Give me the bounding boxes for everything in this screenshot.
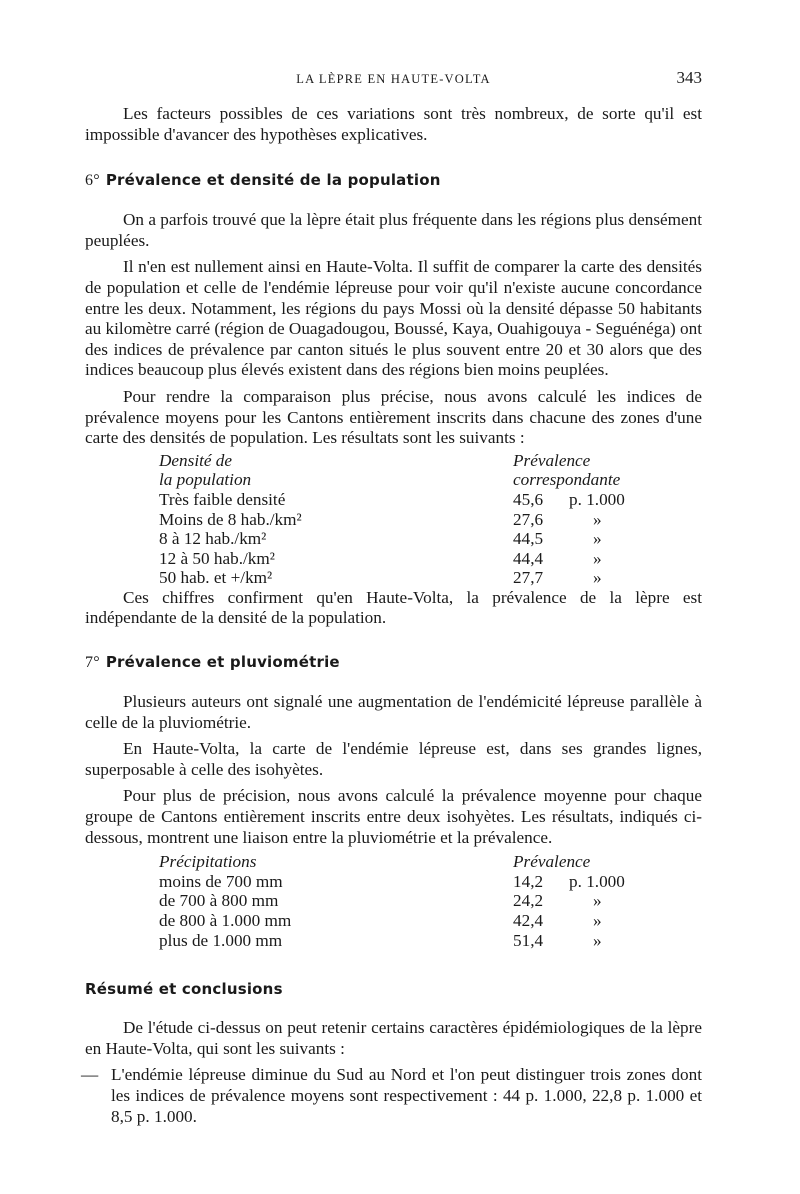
density-label: 8 à 12 hab./km² [159, 529, 267, 549]
prevalence-suffix: » [593, 930, 602, 950]
precipitation-label: plus de 1.000 mm [159, 930, 283, 950]
prevalence-value: 44,4 [513, 548, 544, 568]
density-label: Très faible densité [159, 489, 286, 509]
precipitation-label: de 700 à 800 mm [159, 891, 279, 911]
precipitation-label: moins de 700 mm [159, 871, 283, 891]
page-number: 343 [676, 68, 702, 87]
summary-intro: De l'étude ci-dessus on peut retenir certains caractères épidémiologiques de la lèpre en Haute-Volta, qui sont les suivants : [85, 1018, 702, 1058]
prevalence-suffix: p. 1.000 [569, 871, 625, 891]
prevalence-suffix: » [593, 568, 602, 588]
summary-item-text: L'endémie lépreuse diminue du Sud au Nord et l'on peut distinguer trois zones dont les indices de prévalence moyens sont respectivement : 44 p. 1.000, 22,8 p. 1.000 et 8,5 p. 1.000. [111, 1065, 702, 1126]
table-header-row [159, 451, 625, 471]
section-7-number: 7° [85, 654, 100, 672]
section-6-paragraph: Pour rendre la comparaison plus précise, nous avons calculé les indices de prévalence moyens pour les Cantons entièrement inscrits dans chacune des zones d'une carte des densités de population. Les résultats sont les suivants : [85, 386, 702, 448]
table-row [159, 872, 625, 892]
section-7-heading [85, 653, 702, 672]
prevalence-value: 24,2 [513, 891, 544, 911]
prevalence-suffix: » [593, 548, 602, 568]
section-6-number: 6° [85, 172, 100, 190]
running-header [85, 60, 702, 90]
table-row [159, 911, 625, 931]
running-title: LA LÈPRE EN HAUTE-VOLTA [296, 72, 491, 86]
prevalence-suffix: p. 1.000 [569, 489, 625, 509]
intro-paragraph: Les facteurs possibles de ces variations sont très nombreux, de sorte qu'il est impossible d'avancer des hypothèses explicatives. [85, 104, 702, 144]
prevalence-suffix: » [593, 529, 602, 549]
section-6-paragraph: Il n'en est nullement ainsi en Haute-Volta. Il suffit de comparer la carte des densités de population et celle de l'endémie lépreuse pour voir qu'il n'existe aucune concordance entre les deux. Notamment, les régions du pays Mossi où la densité dépasse 50 habitants au kilomètre carré (région de Ouagadougou, Boussé, Kaya, Ouahigouya - Seguénéga) ont des indices de prévalence par canton situés le plus souvent entre 20 et 30 alors que des indices beaucoup plus élevés existent dans des régions bien moins peuplées. [85, 257, 702, 380]
prevalence-header-line1: Prévalence [513, 450, 591, 470]
prevalence-value: 14,2 [513, 871, 544, 891]
density-label: Moins de 8 hab./km² [159, 509, 302, 529]
rainfall-table [159, 852, 625, 950]
table-row [159, 931, 625, 951]
density-label: 50 hab. et +/km² [159, 568, 273, 588]
table-row [159, 891, 625, 911]
precipitation-label: de 800 à 1.000 mm [159, 911, 292, 930]
section-7-title: Prévalence et pluviométrie [105, 653, 340, 672]
table-header-row [159, 470, 625, 490]
prevalence-value: 27,7 [513, 568, 544, 588]
prevalence-header: Prévalence [513, 852, 591, 872]
section-7-paragraph: En Haute-Volta, la carte de l'endémie lépreuse est, dans ses grandes lignes, superposable à celle des isohyètes. [85, 739, 702, 779]
table-row [159, 510, 625, 530]
prevalence-value: 44,5 [513, 529, 544, 549]
section-6-paragraph: On a parfois trouvé que la lèpre était plus fréquente dans les régions plus densément peuplées. [85, 210, 702, 250]
prevalence-value: 45,6 [513, 489, 544, 509]
density-table [159, 451, 625, 588]
density-header-line2: la population [159, 470, 252, 490]
section-6-title: Prévalence et densité de la population [105, 171, 441, 190]
section-7-paragraph: Pour plus de précision, nous avons calculé la prévalence moyenne pour chaque groupe de Cantons entièrement inscrits entre deux isohyètes. Les résultats, indiqués ci-dessous, montrent une liaison entre la pluviométrie et la prévalence. [85, 786, 702, 847]
precipitation-header: Précipitations [159, 852, 257, 872]
prevalence-value: 42,4 [513, 911, 544, 930]
density-label: 12 à 50 hab./km² [159, 548, 275, 568]
page [81, 60, 702, 1127]
density-header-line1: Densité de [159, 450, 233, 470]
section-7-paragraph: Plusieurs auteurs ont signalé une augmentation de l'endémicité lépreuse parallèle à celle de la pluviométrie. [85, 692, 702, 732]
prevalence-value: 27,6 [513, 509, 544, 529]
summary-title: Résumé et conclusions [85, 980, 283, 999]
prevalence-suffix: » [593, 891, 602, 911]
table-row [159, 490, 625, 510]
prevalence-suffix: » [593, 911, 602, 930]
table-header-row [159, 852, 625, 872]
prevalence-value: 51,4 [513, 930, 544, 950]
table-row [159, 529, 625, 549]
table-row [159, 568, 625, 588]
summary-heading [85, 980, 702, 998]
prevalence-header-line2: correspondante [513, 470, 621, 490]
prevalence-suffix: » [593, 509, 602, 529]
section-6-heading [85, 171, 702, 190]
table-row [159, 549, 625, 569]
dash-bullet: — [81, 1065, 99, 1085]
section-6-conclusion: Ces chiffres confirment qu'en Haute-Volta, la prévalence de la lèpre est indépendante de la densité de la population. [85, 587, 702, 628]
summary-item [81, 1065, 702, 1127]
